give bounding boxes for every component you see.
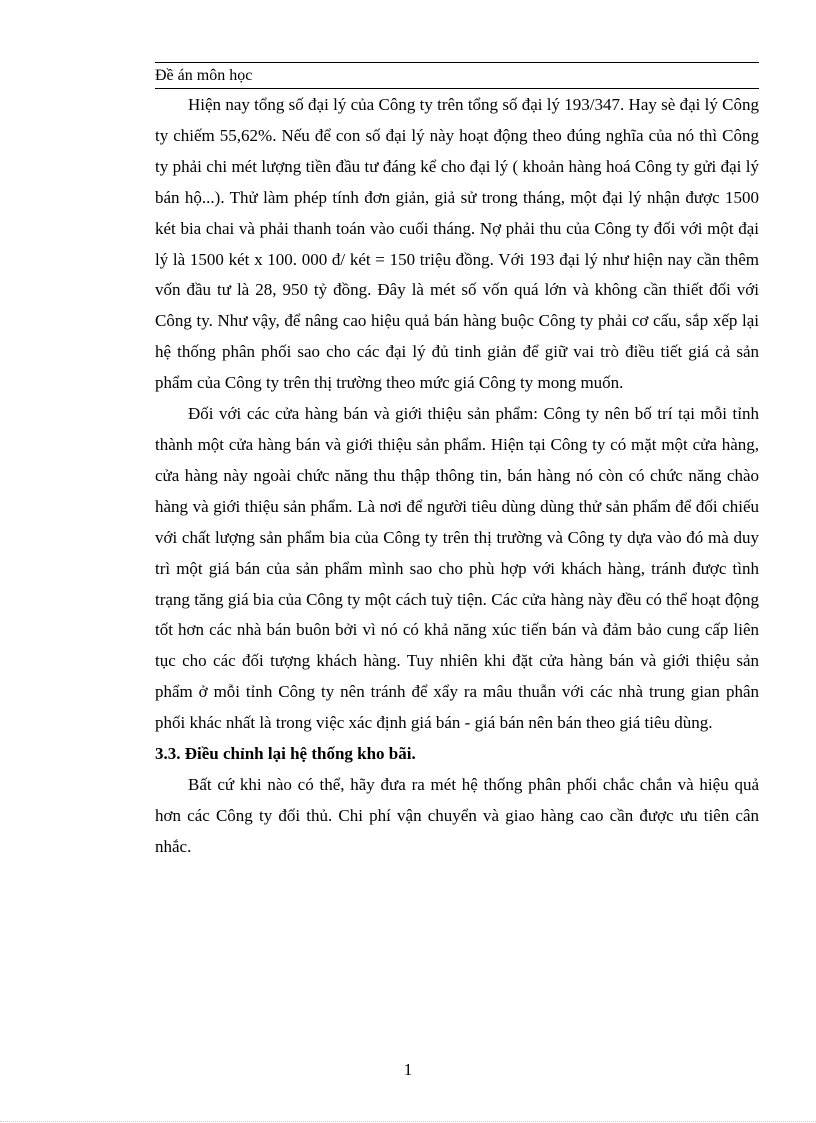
section-heading-3-3: 3.3. Điều chỉnh lại hệ thống kho bãi.	[155, 744, 416, 764]
header-title: Đề án môn học	[155, 67, 253, 84]
page-bottom-border	[0, 1121, 816, 1122]
paragraph-dai-ly: Hiện nay tổng số đại lý của Công ty trên tổng số đại lý 193/347. Hay sè đại lý Công ty chiếm 55,62%. Nếu để con số đại lý này hoạt động theo đúng nghĩa của nó thì Công ty phải chi mét lượng tiền đầu tư đáng kể cho đại lý ( khoản hàng hoá Công ty gửi đại lý bán hộ...). Thử làm phép tính đơn giản, giả sử trong tháng, một đại lý nhận được 1500 két bia chai và phải thanh toán vào cuối tháng. Nợ phải thu của Công ty đối với một đại lý là 1500 két x 100. 000 đ/ két = 150 triệu đồng. Với 193 đại lý như hiện nay cần thêm vốn đầu tư là 28, 950 tỷ đồng. Đây là mét số vốn quá lớn và không cần thiết đối với Công ty. Như vậy, để nâng cao hiệu quả bán hàng buộc Công ty phải cơ cấu, sắp xếp lại hệ thống phân phối sao cho các đại lý đủ tinh giản để giữ vai trò điều tiết giá cả sản phẩm của Công ty trên thị trường theo mức giá Công ty mong muốn.	[155, 95, 759, 393]
paragraph-kho-bai: Bất cứ khi nào có thể, hãy đưa ra mét hệ thống phân phối chắc chắn và hiệu quả hơn các Công ty đối thủ. Chi phí vận chuyển và giao hàng cao cần được ưu tiên cân nhắc.	[155, 774, 759, 856]
document-body	[155, 90, 759, 863]
header-top-rule	[155, 62, 759, 63]
header-bottom-rule	[155, 88, 759, 89]
page-header	[155, 62, 759, 90]
paragraph-cua-hang: Đối với các cửa hàng bán và giới thiệu sản phẩm: Công ty nên bố trí tại mỗi tỉnh thành một cửa hàng bán và giới thiệu sản phẩm. Hiện tại Công ty có mặt một cửa hàng, cửa hàng này ngoài chức năng thu thập thông tin, bán hàng nó còn có chức năng chào hàng và giới thiệu sản phẩm. Là nơi để người tiêu dùng dùng thử sản phẩm để đối chiếu với chất lượng sản phẩm bia của Công ty trên thị trường và Công ty dựa vào đó mà duy trì một giá bán của sản phẩm mình sao cho phù hợp với khách hàng, tránh được tình trạng tăng giá bia của Công ty một cách tuỳ tiện. Các cửa hàng này đều có thể hoạt động tốt hơn các nhà bán buôn bởi vì nó có khả năng xúc tiến bán và đảm bảo cung cấp liên tục cho các đối tượng khách hàng. Tuy nhiên khi đặt cửa hàng bán và giới thiệu sản phẩm ở mỗi tỉnh Công ty nên tránh để xẩy ra mâu thuẫn với các nhà trung gian phân phối khác nhất là trong việc xác định giá bán - giá bán nên bán theo giá tiêu dùng.	[155, 404, 759, 733]
page-number: 1	[403, 1060, 413, 1079]
